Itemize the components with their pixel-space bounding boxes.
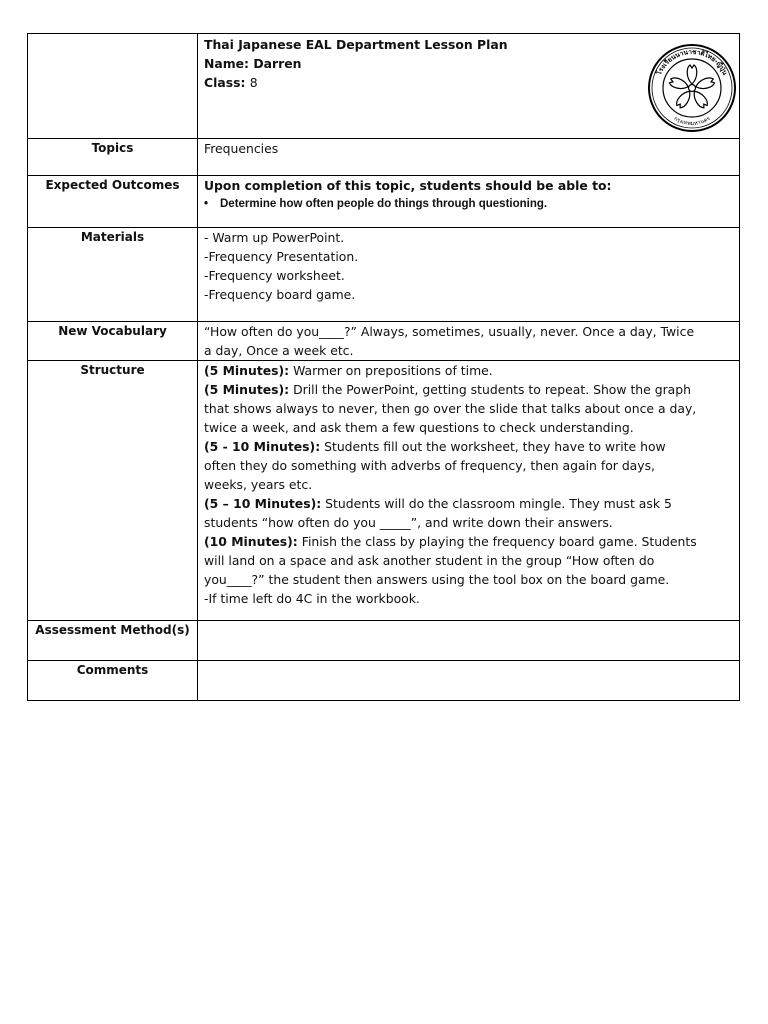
structure-label: Structure [80, 363, 145, 377]
svg-text:โรงเรียนนานาชาติไทย-ญี่ปุ่น: โรงเรียนนานาชาติไทย-ญี่ปุ่น [654, 47, 730, 77]
structure-value-cell [198, 361, 740, 621]
step-time: (5 Minutes): [204, 363, 290, 378]
header-row [28, 34, 740, 139]
structure-row [28, 361, 740, 621]
topics-label-cell [28, 139, 198, 176]
comments-value-cell [198, 661, 740, 701]
outcomes-value-cell [198, 176, 740, 228]
structure-label-cell [28, 361, 198, 621]
vocabulary-line: a day, Once a week etc. [204, 343, 354, 358]
materials-row [28, 228, 740, 322]
assessment-row [28, 621, 740, 661]
structure-step [204, 361, 735, 380]
vocabulary-label-cell [28, 322, 198, 361]
comments-row [28, 661, 740, 701]
step-text: Drill the PowerPoint, getting students to repeat. Show the graph [293, 382, 691, 397]
step-text-line: you____?” the student then answers using the tool box on the board game. [204, 572, 670, 587]
svg-text:กรุงเทพมหานคร: กรุงเทพมหานคร [672, 115, 712, 128]
outcomes-label-cell [28, 176, 198, 228]
structure-step [204, 437, 735, 456]
step-time: (10 Minutes): [204, 534, 298, 549]
step-text-line: twice a week, and ask them a few questions to check understanding. [204, 420, 634, 435]
plan-title: Thai Japanese EAL Department Lesson Plan [204, 37, 508, 52]
step-text-line: often they do something with adverbs of frequency, then again for days, [204, 458, 655, 473]
outcome-bullet-item [204, 195, 735, 213]
topics-value-cell [198, 139, 740, 176]
class-label: Class: [204, 75, 246, 90]
structure-step [204, 532, 735, 551]
topics-label: Topics [91, 141, 134, 155]
step-text: Students will do the classroom mingle. They must ask 5 [321, 496, 672, 511]
topics-value: Frequencies [204, 141, 279, 156]
name-value: Darren [253, 56, 302, 71]
step-text: Finish the class by playing the frequency board game. Students [301, 534, 697, 549]
header-cell [198, 34, 740, 139]
topics-row [28, 139, 740, 176]
assessment-value-cell [198, 621, 740, 661]
structure-step [204, 380, 735, 399]
vocabulary-line: “How often do you____?” Always, sometimes, usually, never. Once a day, Twice [204, 324, 695, 339]
materials-label-cell [28, 228, 198, 322]
outcomes-intro: Upon completion of this topic, students should be able to: [204, 178, 612, 193]
name-label: Name: [204, 56, 250, 71]
step-text-line: students “how often do you _____”, and write down their answers. [204, 515, 613, 530]
materials-item: -Frequency worksheet. [204, 268, 345, 283]
step-time: (5 – 10 Minutes): [204, 496, 322, 511]
step-text: Warmer on prepositions of time. [293, 363, 493, 378]
vocabulary-value-cell [198, 322, 740, 361]
step-text-line: that shows always to never, then go over the slide that talks about once a day, [204, 401, 697, 416]
step-text: Students fill out the worksheet, they have to write how [324, 439, 666, 454]
outcome-bullet-text: Determine how often people do things through questioning. [220, 198, 548, 210]
school-seal-logo [647, 43, 737, 133]
materials-value-cell [198, 228, 740, 322]
lesson-plan-table [27, 33, 740, 701]
step-time: (5 - 10 Minutes): [204, 439, 321, 454]
structure-step [204, 494, 735, 513]
materials-item: -Frequency board game. [204, 287, 356, 302]
outcomes-label: Expected Outcomes [45, 178, 180, 192]
materials-item: -Frequency Presentation. [204, 249, 359, 264]
step-time: (5 Minutes): [204, 382, 290, 397]
assessment-label: Assessment Method(s) [35, 623, 190, 637]
assessment-label-cell [28, 621, 198, 661]
step-text-line: will land on a space and ask another student in the group “How often do [204, 553, 655, 568]
vocabulary-label: New Vocabulary [58, 324, 167, 338]
outcomes-row [28, 176, 740, 228]
header-empty-cell [28, 34, 198, 139]
class-value: 8 [249, 75, 258, 90]
materials-label: Materials [80, 230, 145, 244]
structure-closing: -If time left do 4C in the workbook. [204, 591, 420, 606]
materials-item: - Warm up PowerPoint. [204, 230, 345, 245]
bullet-dot-icon: • [204, 198, 209, 210]
comments-label: Comments [76, 663, 149, 677]
step-text-line: weeks, years etc. [204, 477, 313, 492]
comments-label-cell [28, 661, 198, 701]
vocabulary-row [28, 322, 740, 361]
